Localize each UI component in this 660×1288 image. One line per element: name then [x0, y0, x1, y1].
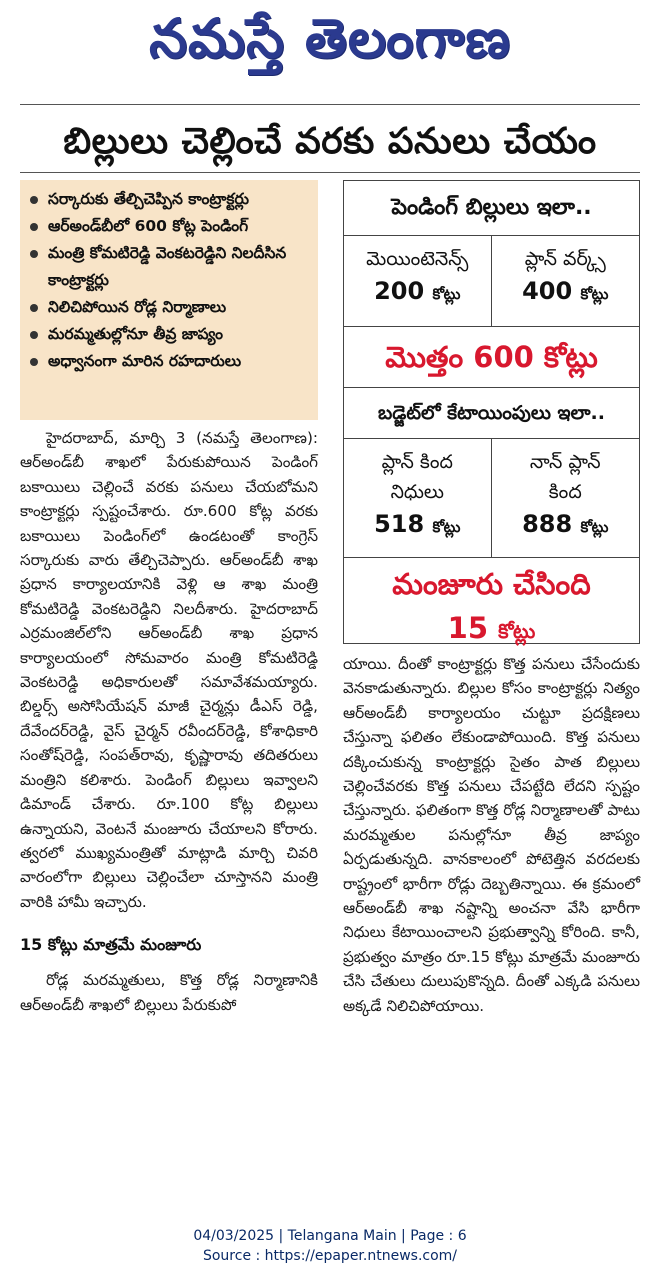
- plan-works-value: 400: [522, 277, 573, 305]
- plan-works-cell: [492, 236, 640, 326]
- bullet-icon: [30, 331, 38, 339]
- nonplan-label-1: నాన్ ప్లాన్: [529, 451, 601, 473]
- infobox-title: పెండింగ్ బిల్లులు ఇలా..: [344, 181, 639, 236]
- highlights-box: [20, 180, 318, 420]
- bullet-icon: [30, 250, 38, 258]
- maintenance-cell: [344, 236, 492, 326]
- highlight-item: నిలిచిపోయిన రోడ్ల నిర్మాణాలు: [26, 294, 314, 321]
- plan-value: 518: [374, 510, 425, 538]
- bullet-icon: [30, 223, 38, 231]
- masthead: [0, 0, 660, 92]
- article-headline: బిల్లులు చెల్లించే వరకు పనులు చేయం: [63, 121, 597, 162]
- unit-label: కోట్లు: [580, 518, 609, 536]
- article-paragraph: యాయి. దీంతో కాంట్రాక్టర్లు కొత్త పనులు చేసేందుకు వెనకాడుతున్నారు. బిల్లుల కోసం కాంట్రాక్టర్లు నిత్యం ఆర్‌అండ్‌బీ కార్యాలయం చుట్టూ ప్రదక్షిణలు చేస్తున్నా ఫలితం లేకుండాపోయింది. కొత్త పనులు దక్కించుకున్న కాంట్రాక్టర్లు సైతం పాత బిల్లులు చెల్లించేవరకు కొత్త పనులు చేపట్టేది లేదని స్పష్టం చేస్తున్నారు. ఫలితంగా కొత్త రోడ్ల నిర్మాణాలతో పాటు మరమ్మతుల పనుల్లోనూ తీవ్ర జాప్యం ఏర్పడుతున్నది. వానకాలంలో పోటెత్తిన వరదలకు రాష్ట్రంలో భారీగా రోడ్లు దెబ్బతిన్నాయి. ఈ క్రమంలో ఆర్‌అండ్‌బీ శాఖ నష్టాన్ని అంచనా వేసి భారీగా నిధులు కేటాయించాలని ప్రభుత్వాన్ని కోరింది. కానీ, ప్రభుత్వం మాత్రం రూ.15 కోట్లు మాత్రమే మంజూరు చేసి చేతులు దులుపుకొన్నది. దీంతో ఎక్కడి పనులు అక్కడే నిలిచిపోయాయి.: [343, 655, 640, 1015]
- plan-works-label: ప్లాన్ వర్క్స్: [524, 248, 606, 270]
- article-subhead: 15 కోట్లు మాత్రమే మంజూరు: [20, 935, 202, 955]
- article-column-left: [20, 426, 318, 1017]
- footer-source-line: Source : https://epaper.ntnews.com/: [202, 1248, 458, 1264]
- bullet-icon: [30, 304, 38, 312]
- budget-title: బడ్జెట్‌లో కేటాయింపులు ఇలా..: [344, 388, 639, 439]
- unit-label: కోట్లు: [580, 285, 609, 303]
- maintenance-value: 200: [374, 277, 425, 305]
- highlight-item: మరమ్మతుల్లోనూ తీవ్ర జాప్యం: [26, 321, 314, 348]
- unit-label: కోట్లు: [432, 285, 461, 303]
- footer-edition-line: 04/03/2025 | Telangana Main | Page : 6: [193, 1228, 467, 1244]
- nonplan-value: 888: [522, 510, 573, 538]
- pending-breakdown: [344, 236, 639, 327]
- masthead-divider: [20, 104, 640, 105]
- maintenance-label: మెయింటెనెన్స్: [366, 248, 469, 270]
- bullet-icon: [30, 196, 38, 204]
- nonplan-label-2: కింద: [548, 481, 582, 503]
- highlight-item: అధ్వానంగా మారిన రహదారులు: [26, 348, 314, 375]
- newspaper-logo: నమస్తే తెలంగాణ: [149, 6, 511, 70]
- budget-breakdown: [344, 439, 639, 558]
- sanctioned-section: [344, 558, 639, 653]
- article-paragraph: హైదరాబాద్, మార్చి 3 (నమస్తే తెలంగాణ): ఆర్‌అండ్‌బీ శాఖలో పేరుకుపోయిన పెండింగ్ బకాయిలు చెల్లించే వరకు పనులు చేయబోమని కాంట్రాక్టర్లు స్పష్టంచేశారు. రూ.600 కోట్ల వరకు బకాయిలు పెండింగ్‌లో ఉండటంతో కాంగ్రెస్ సర్కారుకు వారు తేల్చిచెప్పారు. ఆర్‌అండ్‌బీ శాఖ ప్రధాన కార్యాలయానికి వెళ్లి ఆ శాఖ మంత్రి కోమటిరెడ్డి వెంకటరెడ్డిని నిలదీశారు. హైదరాబాద్ ఎర్రమంజిల్‌లోని ఆర్‌అండ్‌బీ శాఖ ప్రధాన కార్యాలయంలో సోమవారం మంత్రి కోమటిరెడ్డి వెంకటరెడ్డి అధికారులతో సమావేశమయ్యారు. బిల్డర్స్ అసోసియేషన్ మాజీ చైర్మన్లు డీఎస్ రెడ్డి, దేవేందర్‌రెడ్డి, వైస్ చైర్మన్ రవీందర్‌రెడ్డి, కోశాధికారి సంతోష్‌రెడ్డి, సంపత్‌రావు, కృష్ణారావు తదితరులు మంత్రిని కలిశారు. పెండింగ్ బిల్లులు ఇవ్వాలని డిమాండ్ చేశారు. రూ.100 కోట్ల బిల్లులు ఉన్నాయని, వెంటనే మంజూరు చేయాలని కోరారు. త్వరలో ముఖ్యమంత్రితో మాట్లాడి మార్చి చివరి వారంలోగా బిల్లులు చెల్లించేలా చూస్తానని మంత్రి వారికి హామీ ఇచ్చారు.: [20, 429, 318, 911]
- plan-funds-cell: [344, 439, 492, 557]
- pending-bills-infobox: [343, 180, 640, 644]
- highlight-item: సర్కారుకు తేల్చిచెప్పిన కాంట్రాక్టర్లు: [26, 186, 314, 213]
- plan-label-1: ప్లాన్ కింద: [381, 451, 453, 473]
- unit-label: కోట్లు: [432, 518, 461, 536]
- sanctioned-label: మంజూరు చేసింది: [392, 567, 591, 601]
- nonplan-funds-cell: [492, 439, 640, 557]
- article-paragraph: రోడ్ల మరమ్మతులు, కొత్త రోడ్ల నిర్మాణానికి ఆర్‌అండ్‌బీ శాఖలో బిల్లులు పేరుకుపో: [20, 971, 318, 1014]
- sanctioned-value: 15: [447, 611, 489, 645]
- sanctioned-unit: కోట్లు: [498, 619, 536, 643]
- plan-label-2: నిధులు: [390, 481, 444, 503]
- pending-total: మొత్తం 600 కోట్లు: [344, 327, 639, 388]
- bullet-icon: [30, 358, 38, 366]
- highlight-item: మంత్రి కోమటిరెడ్డి వెంకటరెడ్డిని నిలదీసిన కాంట్రాక్టర్లు: [26, 240, 314, 294]
- headline-divider: [20, 172, 640, 173]
- article-column-right: [343, 652, 640, 1018]
- highlight-item: ఆర్‌అండ్‌బీలో 600 కోట్ల పెండింగ్: [26, 213, 314, 240]
